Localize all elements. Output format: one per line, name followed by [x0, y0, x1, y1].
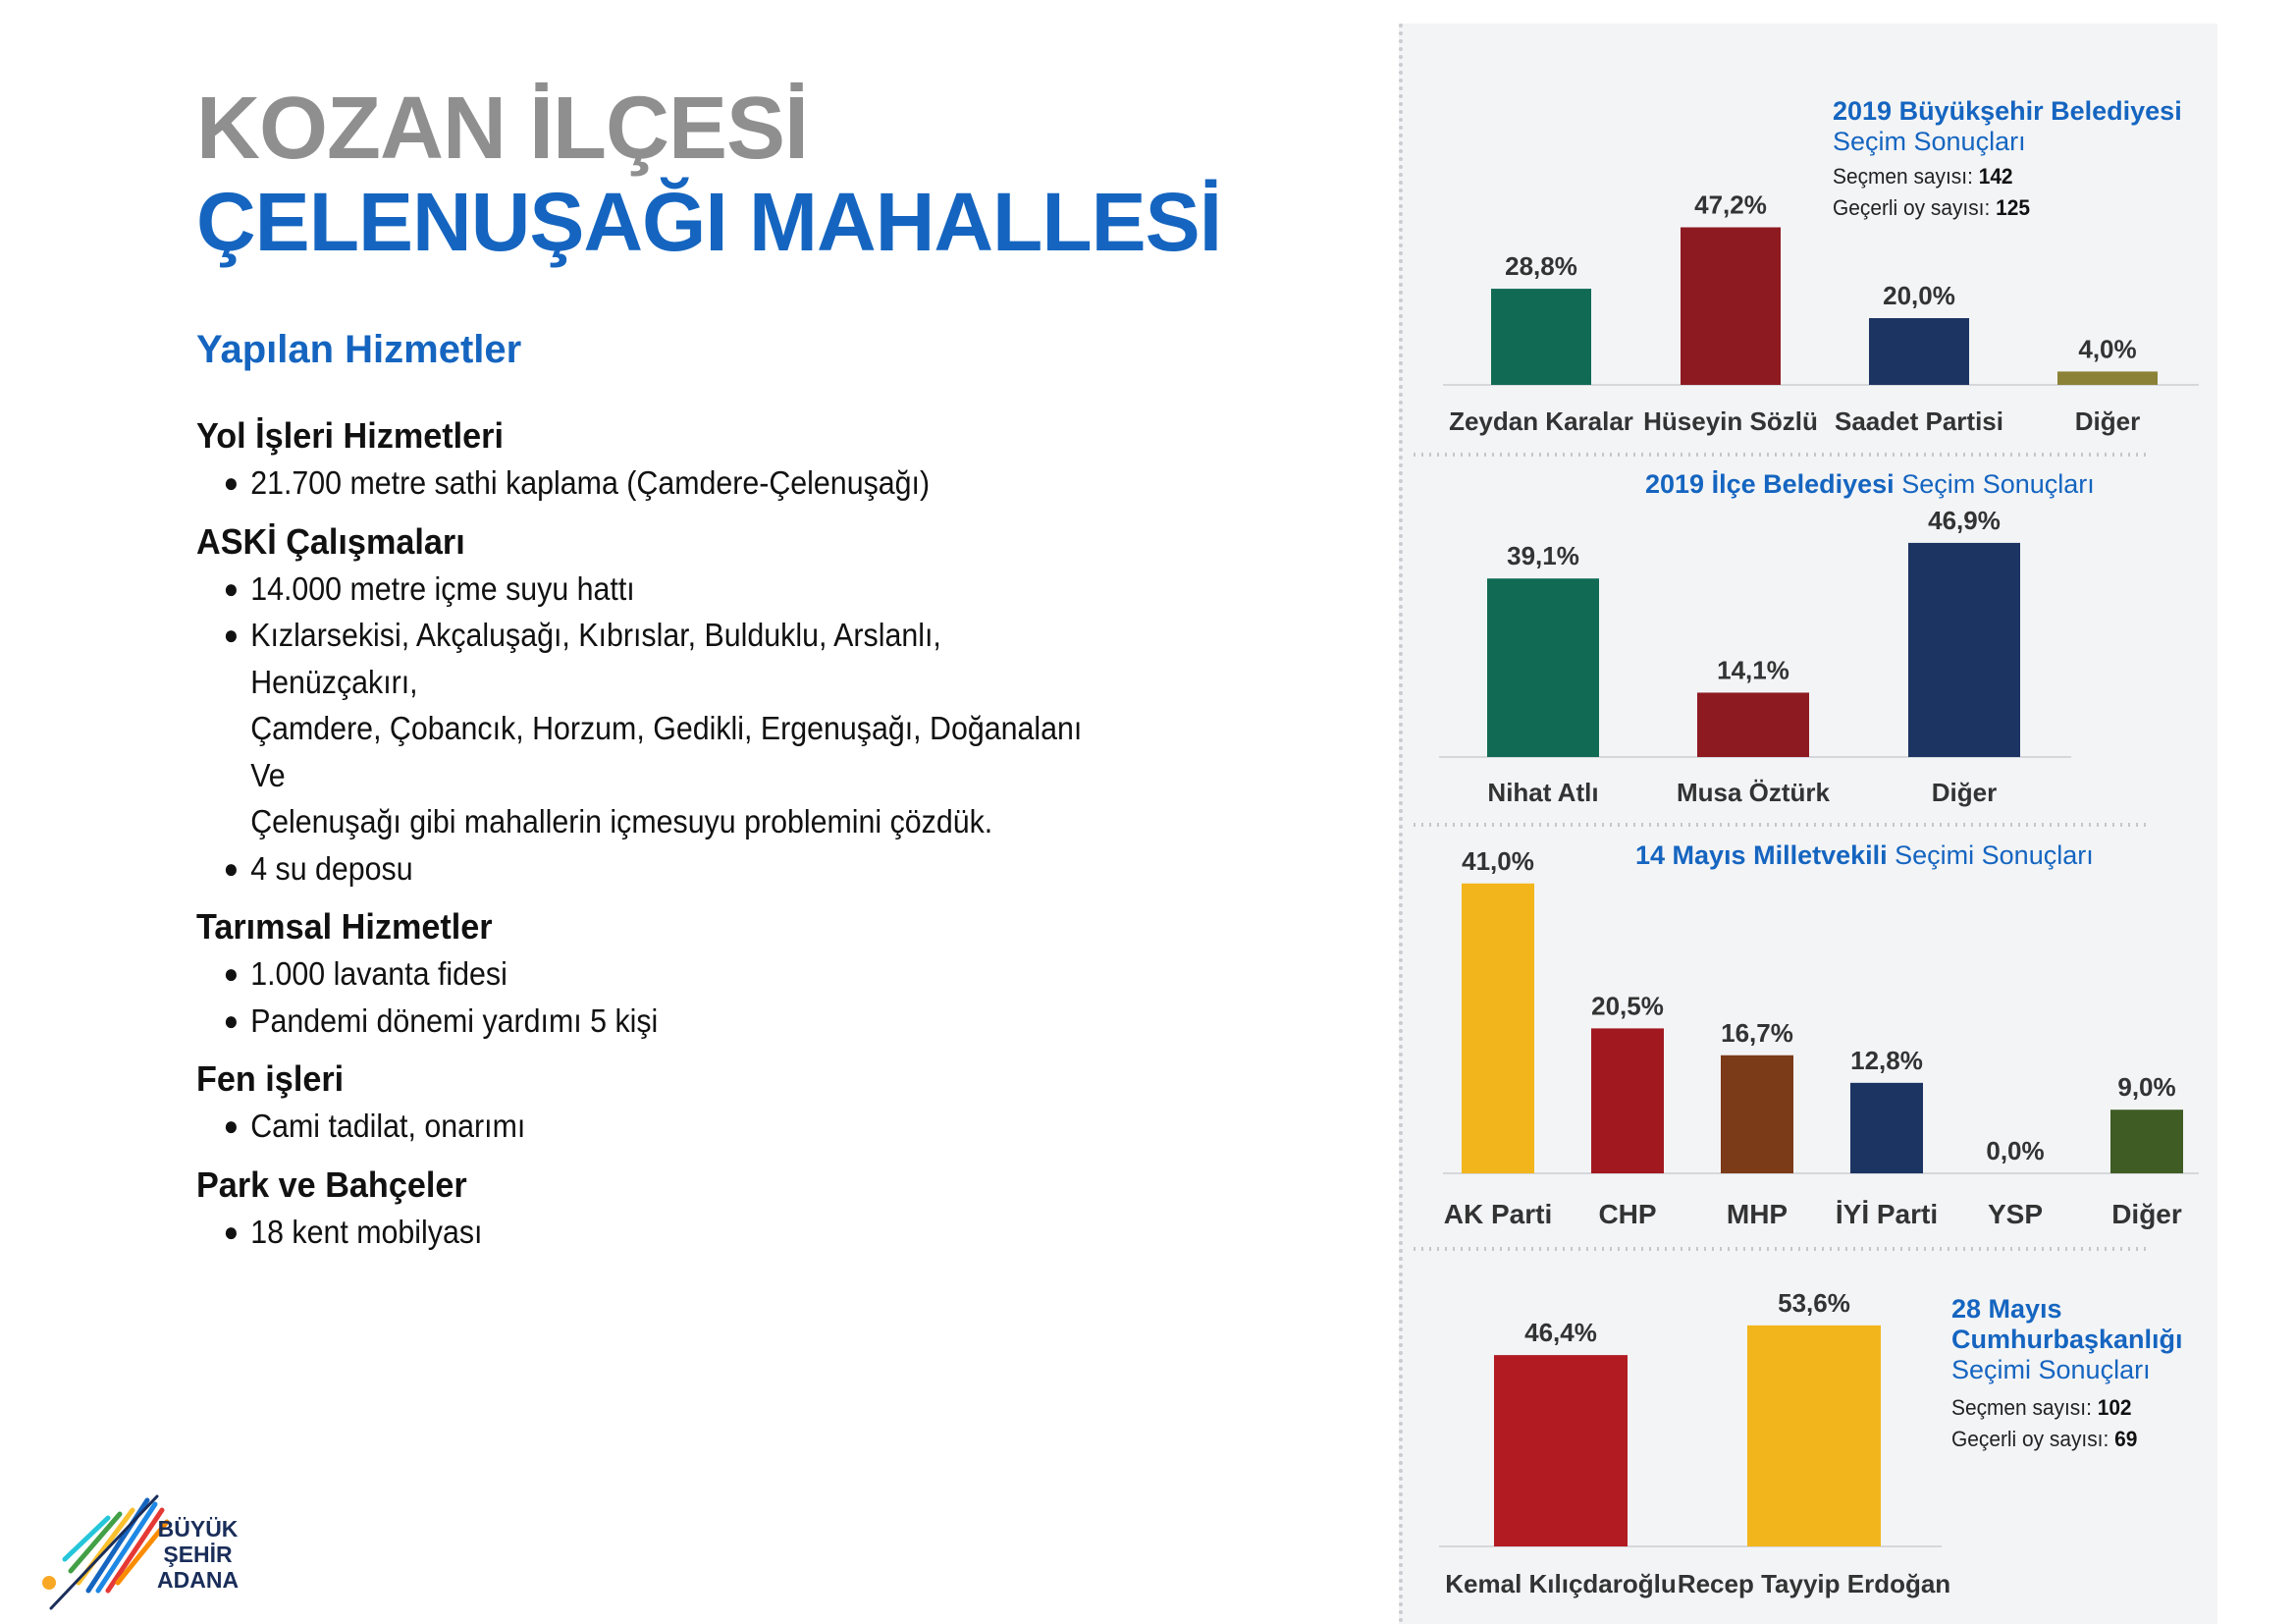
bar-value-label: 14,1% — [1717, 655, 1789, 685]
bullet-icon: ● — [223, 1004, 240, 1036]
chart-voter-info-metropolitan: Seçmen sayısı: 142 Geçerli oy sayısı: 125 — [1833, 164, 2030, 220]
category-label: Musa Öztürk — [1676, 778, 1831, 807]
category-label: YSP — [1987, 1199, 2044, 1229]
bar-value-label: 16,7% — [1721, 1017, 1793, 1048]
service-item: ● 21.700 metre sathi kaplama (Çamdere-Çelenuşağı) — [196, 460, 1099, 507]
bullet-icon: ● — [223, 958, 240, 989]
bullet-icon: ● — [223, 467, 240, 498]
chart-title-district-2019: 2019 İlçe Belediyesi Seçim Sonuçları — [1645, 469, 2095, 499]
bar — [1462, 884, 1534, 1173]
bar — [1681, 228, 1781, 385]
bullet-icon: ● — [223, 620, 240, 650]
service-item: ● 18 kent mobilyası — [196, 1209, 1099, 1256]
service-group-title: Yol İşleri Hizmetleri — [196, 415, 504, 456]
category-label: Nihat Atlı — [1487, 778, 1599, 807]
category-label: Hüseyin Sözlü — [1643, 406, 1818, 436]
service-item: ● 4 su deposu — [196, 845, 1099, 893]
adana-logo-text: BÜYÜK ŞEHİR ADANA — [157, 1516, 240, 1593]
bullet-icon: ● — [223, 852, 240, 884]
chart-title-presidential-2023: 28 Mayıs Cumhurbaşkanlığı Seçimi Sonuçları — [1951, 1294, 2183, 1384]
bar — [2057, 371, 2158, 385]
bullet-icon: ● — [223, 1110, 240, 1141]
bar — [1747, 1326, 1881, 1546]
service-item-continued: Çamdere, Çobancık, Horzum, Gedikli, Ergenuşağı, Doğanalanı Ve — [250, 710, 1083, 793]
category-label: Diğer — [2111, 1199, 2182, 1229]
bar — [1591, 1028, 1664, 1173]
bar-value-label: 46,9% — [1928, 505, 2001, 535]
category-label: Zeydan Karalar — [1449, 406, 1633, 436]
bar-value-label: 39,1% — [1507, 541, 1579, 571]
category-label: AK Parti — [1443, 1199, 1553, 1229]
service-group-title: Fen işleri — [196, 1058, 345, 1099]
page-title-neighborhood: ÇELENUŞAĞI MAHALLESİ — [196, 176, 1222, 268]
service-item: ● Pandemi dönemi yardımı 5 kişi — [196, 998, 1099, 1045]
bullet-icon: ● — [223, 572, 240, 604]
services-heading: Yapılan Hizmetler — [196, 328, 522, 371]
chart-title-parliament-2023: 14 Mayıs Milletvekili Seçimi Sonuçları — [1635, 840, 2094, 870]
bar-value-label: 47,2% — [1694, 189, 1767, 220]
category-label: Kemal Kılıçdaroğlu — [1445, 1569, 1677, 1598]
bar — [1697, 692, 1809, 757]
category-label: Saadet Partisi — [1835, 406, 2003, 436]
bar-value-label: 9,0% — [2117, 1072, 2176, 1103]
service-item: ● 14.000 metre içme suyu hattı — [196, 566, 1099, 613]
chart-voter-info-presidential: Seçmen sayısı: 102 Geçerli oy sayısı: 69 — [1951, 1395, 2138, 1451]
bar-value-label: 12,8% — [1850, 1045, 1923, 1075]
category-label: Diğer — [2074, 406, 2141, 436]
category-label: MHP — [1726, 1199, 1789, 1229]
service-group-title: Tarımsal Hizmetler — [196, 906, 493, 947]
bar-value-label: 53,6% — [1778, 1287, 1850, 1318]
bullet-icon: ● — [223, 1216, 240, 1247]
category-label: CHP — [1598, 1199, 1657, 1229]
bar — [1908, 543, 2020, 757]
bar — [1850, 1083, 1923, 1173]
chart-title-metropolitan-2019: 2019 Büyükşehir Belediyesi Seçim Sonuçları — [1833, 96, 2182, 156]
service-item: ● Cami tadilat, onarımı — [196, 1103, 1099, 1150]
category-label: Recep Tayyip Erdoğan — [1677, 1569, 1951, 1598]
page-title-district: KOZAN İLÇESİ — [196, 80, 809, 178]
service-group-title: Park ve Bahçeler — [196, 1164, 467, 1205]
bar — [1494, 1355, 1628, 1546]
bar-value-label: 20,5% — [1591, 991, 1664, 1021]
bar-value-label: 0,0% — [1986, 1136, 2045, 1165]
category-label: İYİ Parti — [1835, 1199, 1939, 1229]
bar-value-label: 4,0% — [2078, 334, 2137, 364]
bar — [1869, 318, 1969, 385]
service-group-title: ASKİ Çalışmaları — [196, 520, 465, 562]
bar-value-label: 41,0% — [1462, 845, 1534, 876]
bar — [1487, 578, 1599, 757]
bar-value-label: 20,0% — [1883, 281, 1955, 310]
bar — [1491, 289, 1591, 385]
service-item: ● 1.000 lavanta fidesi — [196, 950, 1099, 998]
service-item: ● Kızlarsekisi, Akçaluşağı, Kıbrıslar, Bulduklu, Arslanlı, Henüzçakırı, — [196, 612, 1099, 705]
category-label: Diğer — [1931, 778, 1998, 807]
bar — [1721, 1056, 1793, 1173]
bar — [2110, 1110, 2183, 1173]
bar-value-label: 28,8% — [1505, 251, 1577, 282]
bar-value-label: 46,4% — [1524, 1318, 1597, 1348]
service-item-continued: Çelenuşağı gibi mahallerin içmesuyu problemini çözdük. — [250, 803, 993, 839]
